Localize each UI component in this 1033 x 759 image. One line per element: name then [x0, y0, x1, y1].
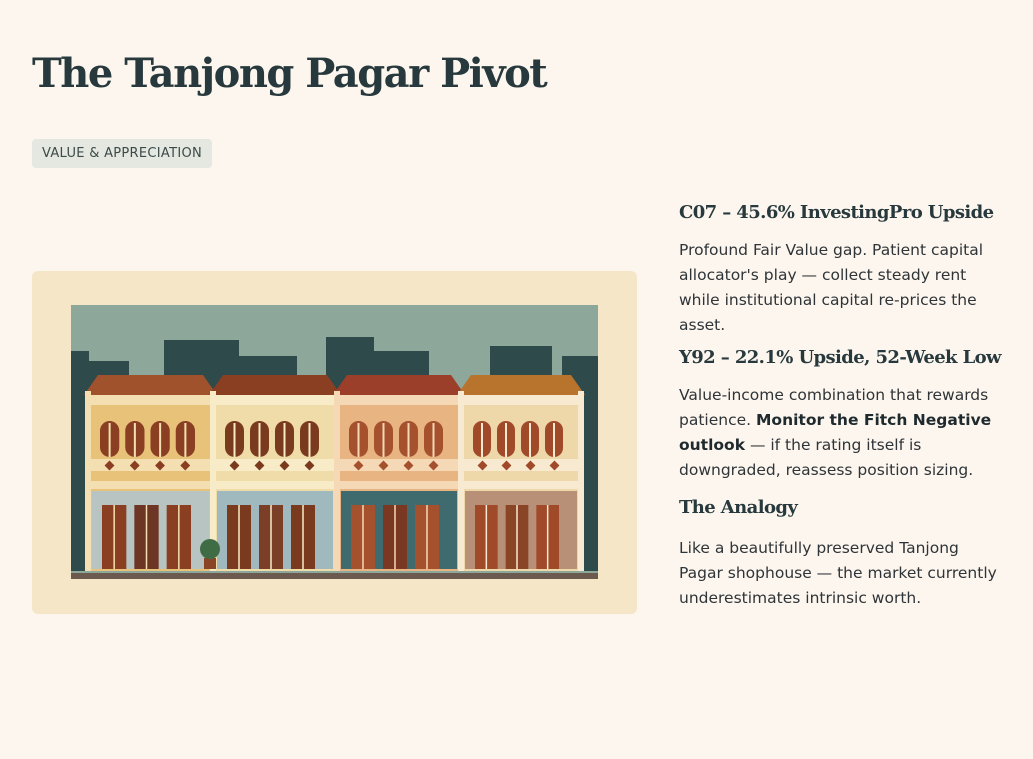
ground-strip	[71, 573, 598, 579]
section-body-y92-text: Value-income combination that rewards patience.	[679, 386, 989, 429]
ledge	[211, 481, 339, 489]
door-split	[362, 505, 364, 569]
category-tag: VALUE & APPRECIATION	[32, 139, 212, 168]
roof	[209, 375, 341, 395]
door-split	[426, 505, 428, 569]
section-body-y92	[679, 383, 999, 483]
door-split	[178, 505, 180, 569]
window-mullion	[433, 423, 435, 457]
ledge	[335, 481, 463, 489]
door-split	[238, 505, 240, 569]
section-heading-y92: Y92 – 22.1% Upside, 52-Week Low	[679, 347, 1001, 368]
door-split	[486, 505, 488, 569]
section-body-c07: Profound Fair Value gap. Patient capital allocator's play — collect steady rent while institutional capital re-prices the asset.	[679, 241, 984, 334]
window-mullion	[184, 423, 186, 457]
plant-pot	[204, 558, 216, 569]
door-split	[547, 505, 549, 569]
shophouse-art	[32, 271, 637, 614]
cornice	[88, 395, 213, 405]
section-body-analogy: Like a beautifully preserved Tanjong Pagar shophouse — the market currently underestimates intrinsic worth.	[679, 539, 997, 607]
cornice	[337, 395, 461, 405]
shophouse-illustration	[32, 271, 637, 614]
window-mullion	[481, 423, 483, 457]
window-mullion	[408, 423, 410, 457]
door-split	[302, 505, 304, 569]
window-mullion	[529, 423, 531, 457]
roof	[457, 375, 585, 395]
window-mullion	[234, 423, 236, 457]
window-mullion	[505, 423, 507, 457]
section-heading-analogy: The Analogy	[679, 497, 798, 518]
window-mullion	[109, 423, 111, 457]
window-mullion	[309, 423, 311, 457]
pilaster	[578, 391, 584, 571]
window-mullion	[553, 423, 555, 457]
door-split	[394, 505, 396, 569]
section-heading-c07: C07 – 45.6% InvestingPro Upside	[679, 202, 994, 223]
door-split	[146, 505, 148, 569]
ledge	[459, 481, 583, 489]
door-split	[516, 505, 518, 569]
window-mullion	[358, 423, 360, 457]
content-column	[679, 200, 999, 611]
roof	[84, 375, 217, 395]
door-split	[113, 505, 115, 569]
pilaster	[334, 391, 340, 571]
roof	[333, 375, 465, 395]
plant-leaves	[200, 539, 220, 559]
window-mullion	[134, 423, 136, 457]
page-title: The Tanjong Pagar Pivot	[32, 50, 547, 97]
pilaster	[85, 391, 91, 571]
window-mullion	[284, 423, 286, 457]
door-split	[270, 505, 272, 569]
window-mullion	[259, 423, 261, 457]
cornice	[461, 395, 581, 405]
ledge	[86, 481, 215, 489]
fitch-outlook-emphasis: Monitor the Fitch Negative outlook	[679, 411, 992, 454]
pilaster	[458, 391, 464, 571]
window-mullion	[383, 423, 385, 457]
section-body-y92-text-end: — if the rating itself is downgraded, reassess position sizing.	[679, 436, 974, 479]
window-mullion	[159, 423, 161, 457]
cornice	[213, 395, 337, 405]
